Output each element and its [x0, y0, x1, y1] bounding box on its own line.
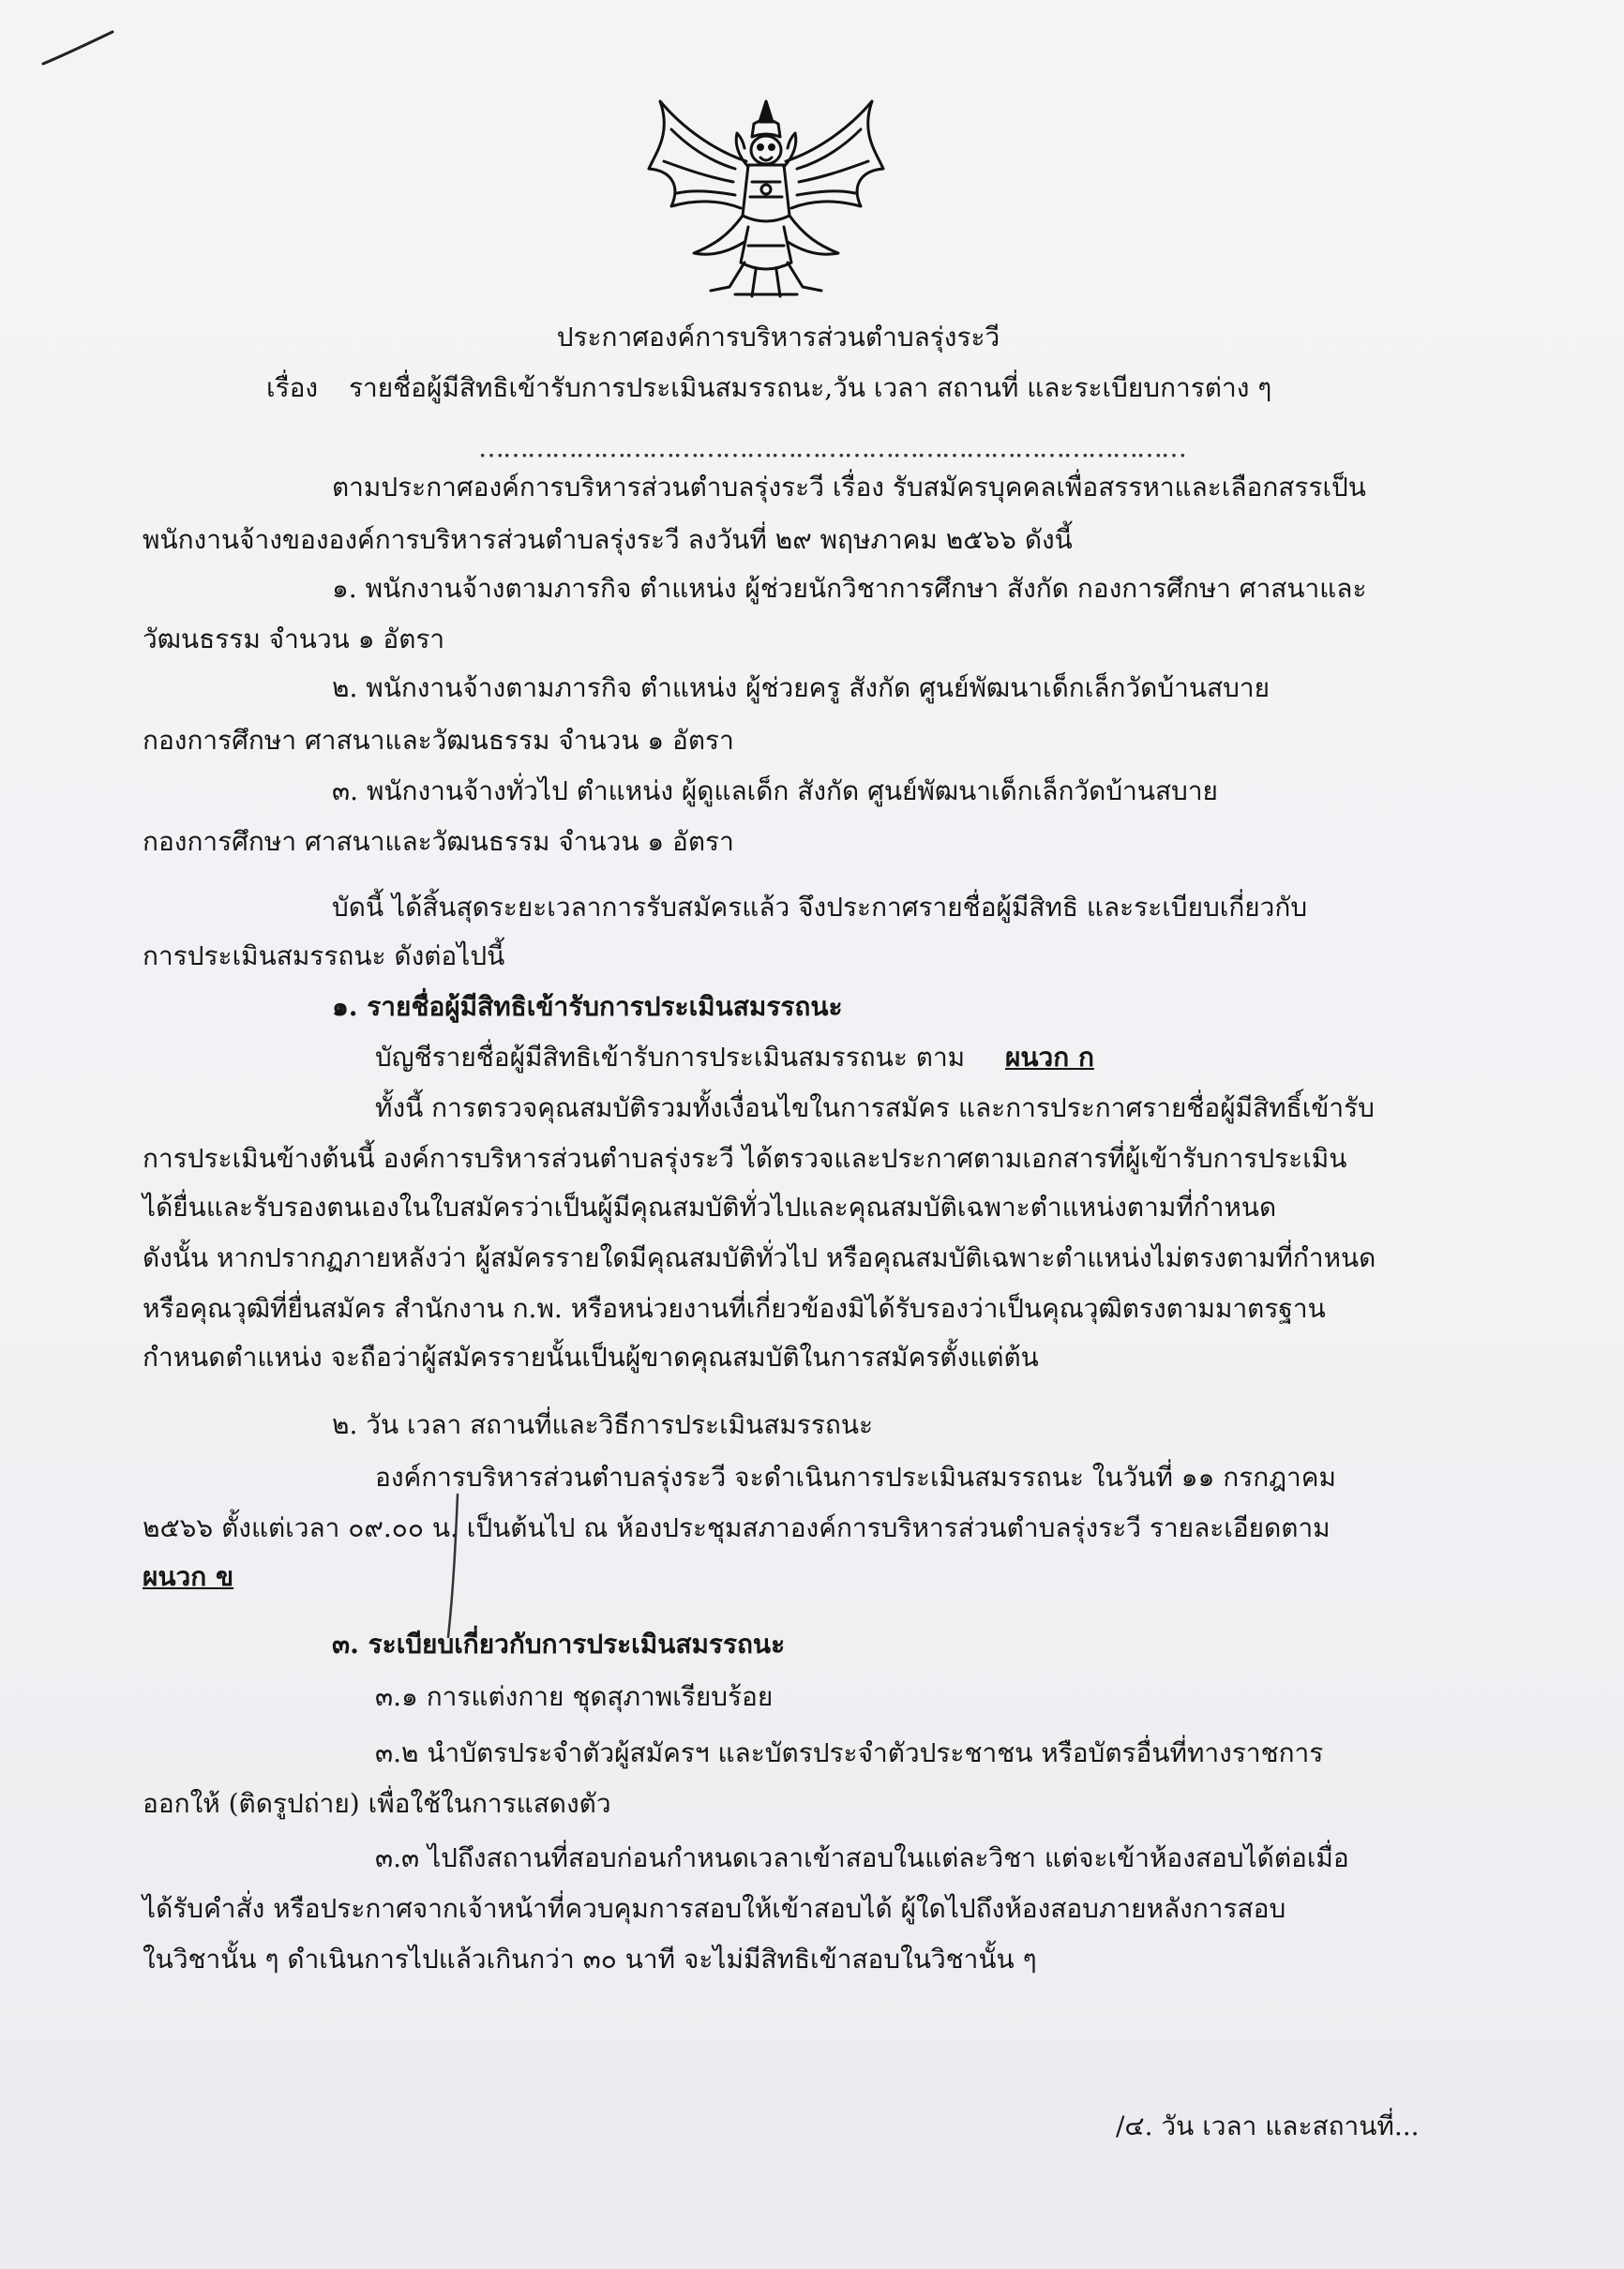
subject-text: รายชื่อผู้มีสิทธิเข้ารับการประเมินสมรรถนะ,วัน เวลา สถานที่ และระเบียบการต่าง ๆ — [349, 372, 1272, 403]
rule-3-3-line-3: ในวิชานั้น ๆ ดำเนินการไปแล้วเกินกว่า ๓๐ นาที จะไม่มีสิทธิเข้าสอบในวิชานั้น ๆ — [143, 1944, 1037, 1975]
closing-line-1: บัดนี้ ได้สิ้นสุดระยะเวลาการรับสมัครแล้ว จึงประกาศรายชื่อผู้มีสิทธิ และระเบียบเกี่ยวกับ — [332, 892, 1308, 923]
announcement-title: ประกาศองค์การบริหารส่วนตำบลรุ่งระวี — [556, 322, 1000, 353]
garuda-emblem-icon — [643, 96, 889, 302]
closing-line-2: การประเมินสมรรถนะ ดังต่อไปนี้ — [143, 940, 505, 971]
intro-line-2: พนักงานจ้างขององค์การบริหารส่วนตำบลรุ่งระวี ลงวันที่ ๒๙ พฤษภาคม ๒๕๖๖ ดังนี้ — [143, 524, 1073, 555]
section-1-para-6: กำหนดตำแหน่ง จะถือว่าผู้สมัครรายนั้นเป็นผู้ขาดคุณสมบัติในการสมัครตั้งแต่ต้น — [143, 1342, 1039, 1373]
section-1-para-2: การประเมินข้างต้นนี้ องค์การบริหารส่วนตำบลรุ่งระวี ได้ตรวจและประกาศตามเอกสารที่ผู้เข้ารับการประเมิน — [143, 1143, 1347, 1174]
position-2-line-1: ๒. พนักงานจ้างตามภารกิจ ตำแหน่ง ผู้ช่วยครู สังกัด ศูนย์พัฒนาเด็กเล็กวัดบ้านสบาย — [332, 672, 1270, 703]
rule-3-3-line-1: ๓.๓ ไปถึงสถานที่สอบก่อนกำหนดเวลาเข้าสอบในแต่ละวิชา แต่จะเข้าห้องสอบได้ต่อเมื่อ — [375, 1842, 1349, 1873]
annex-b-link[interactable]: ผนวก ข — [143, 1561, 234, 1592]
position-3-line-1: ๓. พนักงานจ้างทั่วไป ตำแหน่ง ผู้ดูแลเด็ก สังกัด ศูนย์พัฒนาเด็กเล็กวัดบ้านสบาย — [332, 775, 1218, 806]
position-1-line-1: ๑. พนักงานจ้างตามภารกิจ ตำแหน่ง ผู้ช่วยนักวิชาการศึกษา สังกัด กองการศึกษา ศาสนาและ — [332, 573, 1367, 604]
position-2-line-2: กองการศึกษา ศาสนาและวัฒนธรรม จำนวน ๑ อัตรา — [143, 725, 734, 756]
section-1-heading: ๑. รายชื่อผู้มีสิทธิเข้ารับการประเมินสมรรถนะ — [332, 991, 843, 1022]
pen-stroke — [441, 1491, 469, 1641]
page-continuation: /๔. วัน เวลา และสถานที่... — [1116, 2111, 1420, 2141]
subject-label: เรื่อง — [266, 372, 319, 403]
section-2-heading: ๒. วัน เวลา สถานที่และวิธีการประเมินสมรรถนะ — [332, 1409, 874, 1440]
position-1-line-2: วัฒนธรรม จำนวน ๑ อัตรา — [143, 624, 445, 654]
intro-line-1: ตามประกาศองค์การบริหารส่วนตำบลรุ่งระวี เรื่อง รับสมัครบุคคลเพื่อสรรหาและเลือกสรรเป็น — [332, 472, 1366, 503]
section-1-para-4: ดังนั้น หากปรากฏภายหลังว่า ผู้สมัครรายใดมีคุณสมบัติทั่วไป หรือคุณสมบัติเฉพาะตำแหน่งไม่ตรงตามที่กำหนด — [143, 1242, 1376, 1273]
position-3-line-2: กองการศึกษา ศาสนาและวัฒนธรรม จำนวน ๑ อัตรา — [143, 826, 734, 857]
section-2-para-1: องค์การบริหารส่วนตำบลรุ่งระวี จะดำเนินการประเมินสมรรถนะ ในวันที่ ๑๑ กรกฎาคม — [375, 1462, 1336, 1493]
section-2-para-2: ๒๕๖๖ ตั้งแต่เวลา ๐๙.๐๐ น. เป็นต้นไป ณ ห้องประชุมสภาองค์การบริหารส่วนตำบลรุ่งระวี รายละเอียดตาม — [143, 1512, 1331, 1543]
section-3-heading: ๓. ระเบียบเกี่ยวกับการประเมินสมรรถนะ — [332, 1629, 786, 1660]
rule-3-3-line-2: ได้รับคำสั่ง หรือประกาศจากเจ้าหน้าที่ควบคุมการสอบให้เข้าสอบได้ ผู้ใดไปถึงห้องสอบภายหลังการสอบ — [143, 1893, 1286, 1924]
rule-3-2-line-2: ออกให้ (ติดรูปถ่าย) เพื่อใช้ในการแสดงตัว — [143, 1788, 611, 1819]
section-1-list-text: บัญชีรายชื่อผู้มีสิทธิเข้ารับการประเมินสมรรถนะ ตาม — [375, 1042, 966, 1073]
rule-3-2-line-1: ๓.๒ นำบัตรประจำตัวผู้สมัครฯ และบัตรประจำตัวประชาชน หรือบัตรอื่นที่ทางราชการ — [375, 1737, 1324, 1768]
section-1-para-3: ได้ยื่นและรับรองตนเองในใบสมัครว่าเป็นผู้มีคุณสมบัติทั่วไปและคุณสมบัติเฉพาะตำแหน่งตามที่กำหนด — [143, 1192, 1277, 1223]
section-1-para-1: ทั้งนี้ การตรวจคุณสมบัติรวมทั้งเงื่อนไขในการสมัคร และการประกาศรายชื่อผู้มีสิทธิ์เข้ารับ — [375, 1092, 1375, 1123]
title-rule: …………………………………………………………………………… — [478, 432, 1185, 463]
pen-mark — [38, 26, 122, 73]
section-1-para-5: หรือคุณวุฒิที่ยื่นสมัคร สำนักงาน ก.พ. หรือหน่วยงานที่เกี่ยวข้องมิได้รับรองว่าเป็นคุณวุฒิตรงตามมาตรฐาน — [143, 1293, 1326, 1324]
rule-3-1: ๓.๑ การแต่งกาย ชุดสุภาพเรียบร้อย — [375, 1681, 774, 1712]
annex-a-link[interactable]: ผนวก ก — [1005, 1042, 1094, 1073]
